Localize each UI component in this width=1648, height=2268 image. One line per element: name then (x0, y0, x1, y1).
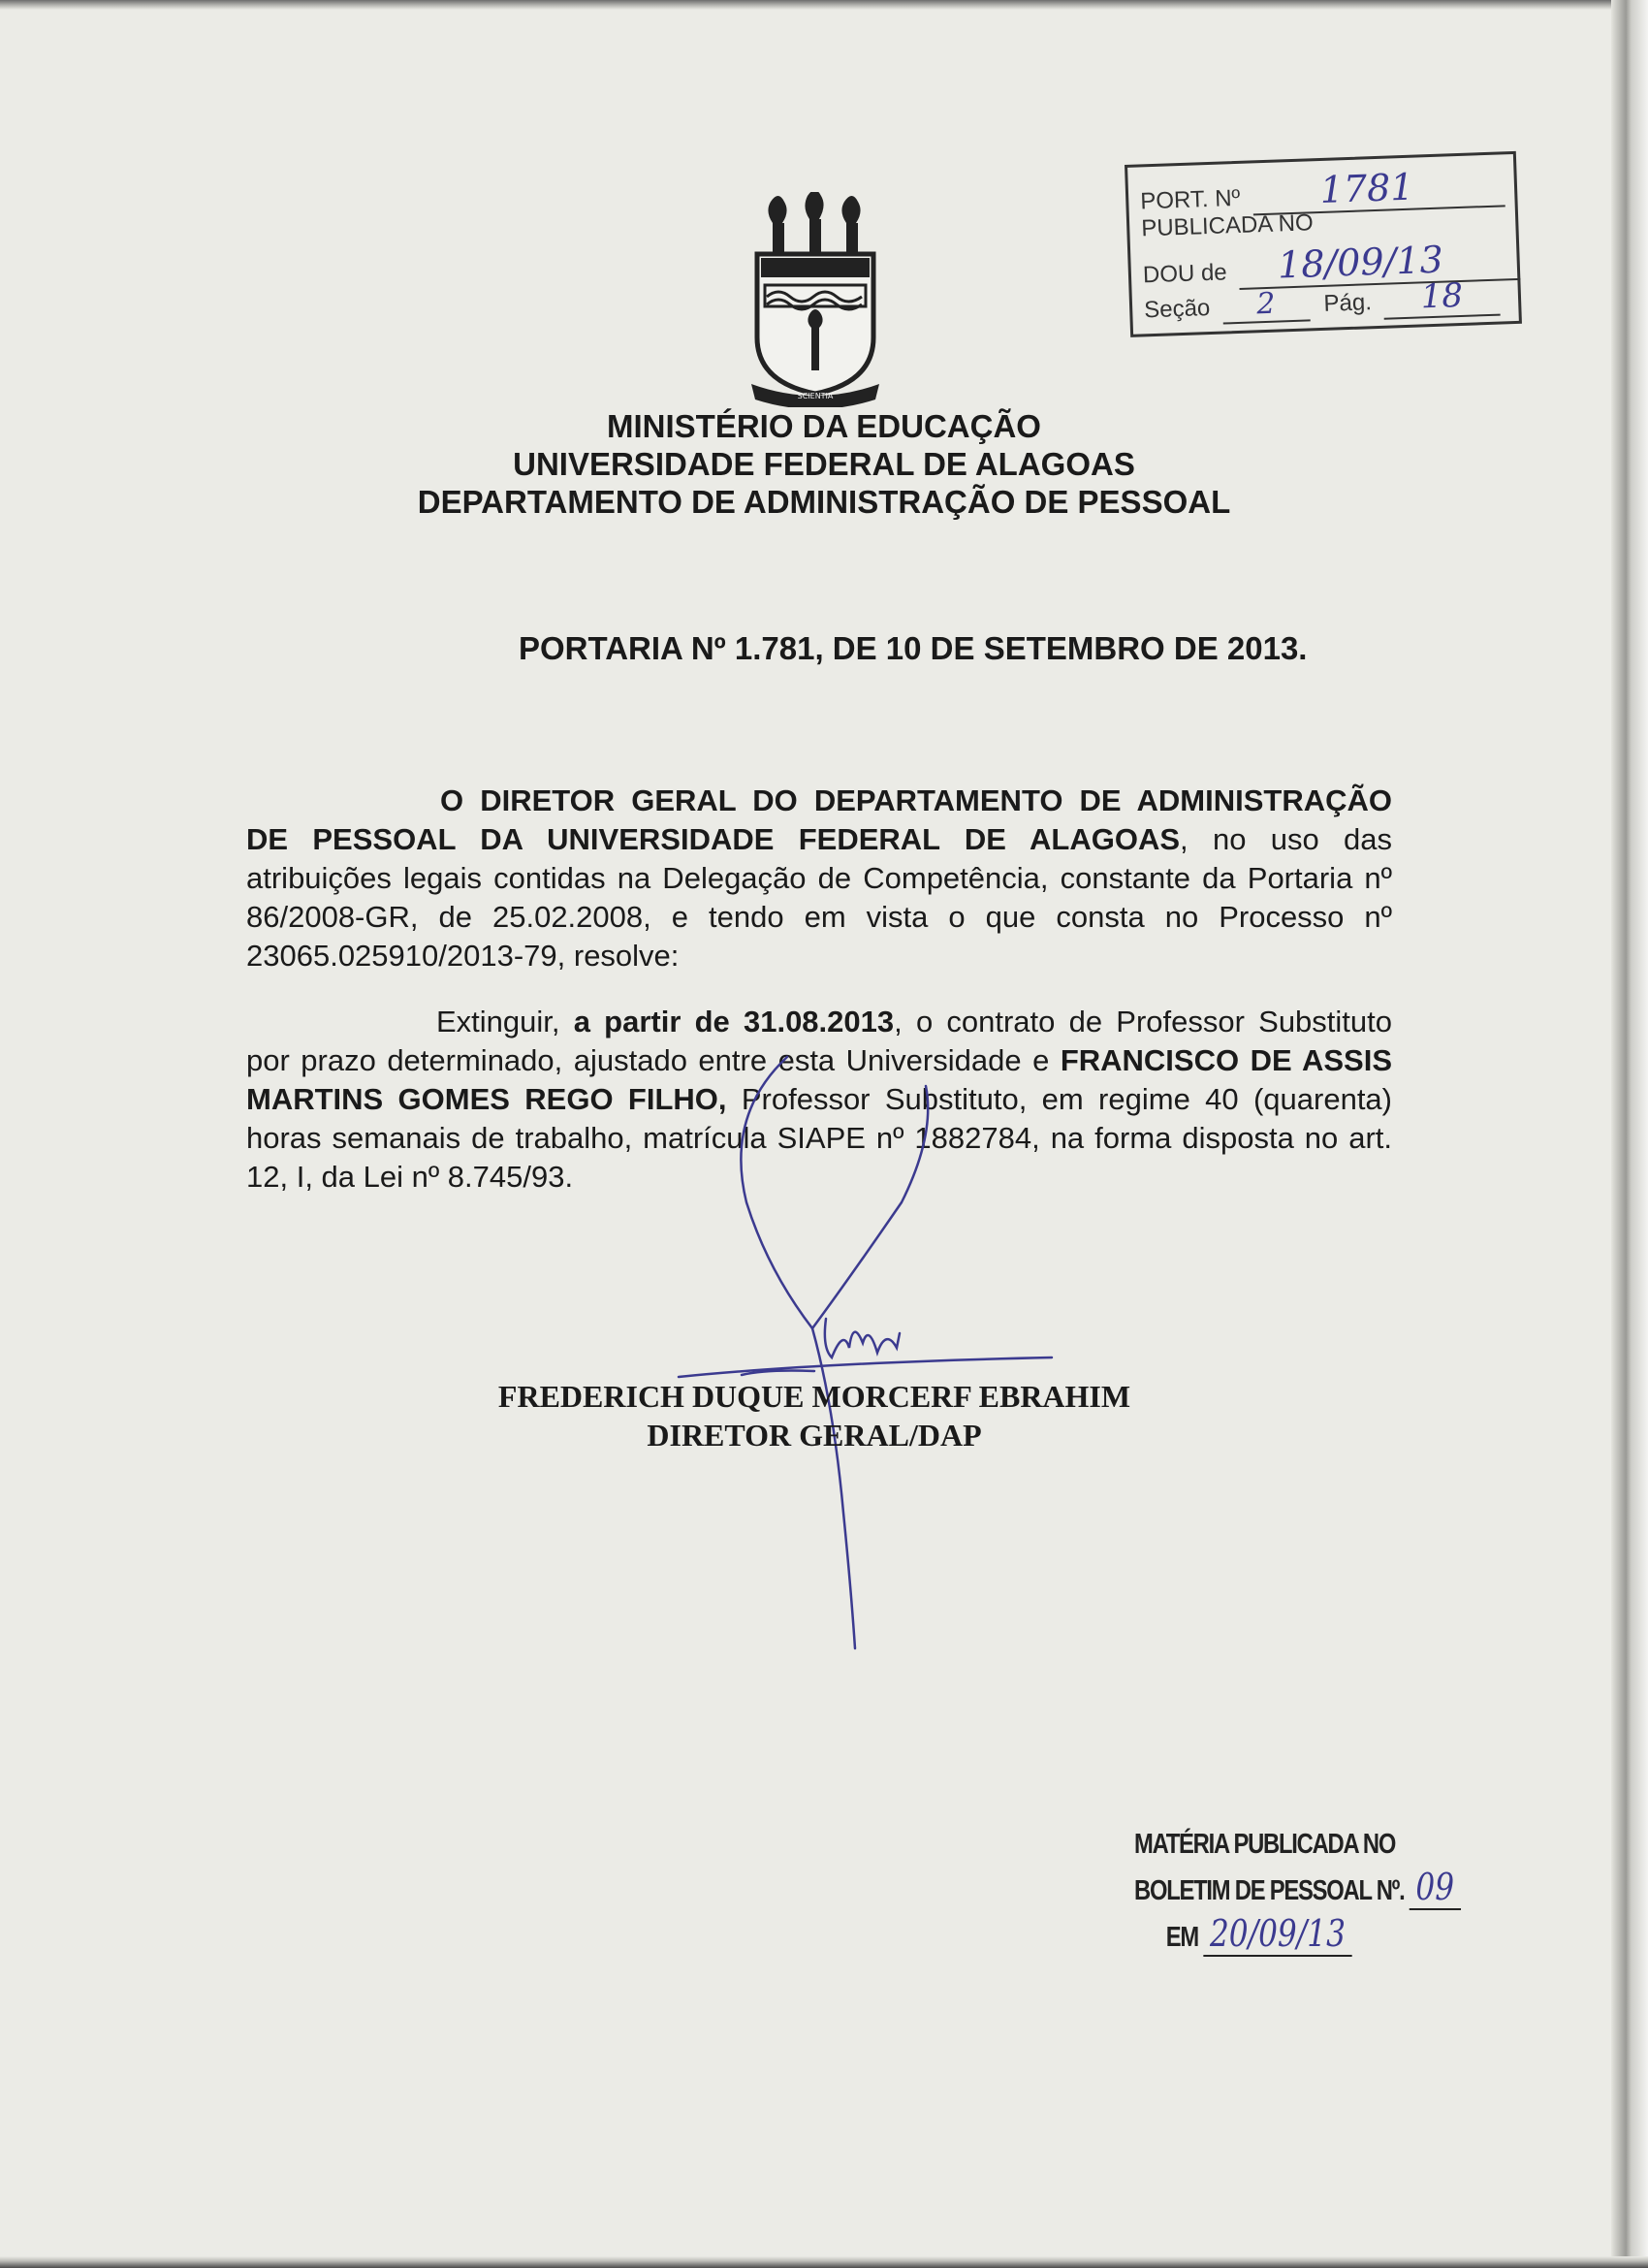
preamble-authority: O DIRETOR GERAL DO DEPARTAMENTO DE ADMINISTRAÇÃO DE PESSOAL DA UNIVERSIDADE FEDERAL DE ALAGOAS (246, 783, 1392, 856)
boletim-publication-stamp (1134, 1823, 1455, 1959)
preamble-text: , no uso das atribuições legais contidas na Delegação de Competência, constante da Portaria nº 86/2008-GR, de 25.02.2008, e tendo em vista o que consta no Processo nº 23065.025910/2013-79, resolve: (246, 822, 1392, 973)
boletim-line1: MATÉRIA PUBLICADA NO (1134, 1829, 1396, 1860)
boletim-line2: BOLETIM DE PESSOAL Nº. (1134, 1875, 1405, 1906)
scan-edge-top (0, 0, 1648, 10)
header-ministry: MINISTÉRIO DA EDUCAÇÃO (607, 408, 1041, 444)
scan-edge-right (1611, 0, 1648, 2268)
stamp-page-value: 18 (1420, 275, 1464, 317)
stamp-section-value: 2 (1255, 286, 1276, 322)
university-crest-icon (751, 192, 879, 407)
signer-name: FREDERICH DUQUE MORCERF EBRAHIM (497, 1379, 1131, 1414)
stamp-page-label: Pág. (1323, 289, 1373, 317)
resolution-text-2: , o contrato de Professor Substituto por prazo determinado, ajustado entre esta Universidade e (246, 1005, 1393, 1077)
boletim-line3: EM (1165, 1922, 1199, 1953)
paragraph-preamble (246, 782, 1392, 975)
resolution-date: a partir de 31.08.2013 (573, 1005, 895, 1038)
header-university: UNIVERSIDADE FEDERAL DE ALAGOAS (513, 446, 1135, 482)
stamp-published-label: PUBLICADA NO (1140, 209, 1315, 242)
header-department: DEPARTAMENTO DE ADMINISTRAÇÃO DE PESSOAL (417, 484, 1231, 520)
scan-edge-bottom (0, 2256, 1648, 2268)
stamp-port-label: PORT. Nº (1139, 184, 1241, 215)
stamp-section-label: Seção (1143, 295, 1211, 324)
signer-role: DIRETOR GERAL/DAP (647, 1418, 982, 1453)
paragraph-resolution (246, 1003, 1392, 1197)
portaria-title: PORTARIA Nº 1.781, DE 10 DE SETEMBRO DE 2013. (519, 630, 1308, 666)
stamp-port-value: 1781 (1318, 165, 1415, 211)
dou-publication-stamp (1125, 151, 1522, 337)
resolution-person: FRANCISCO DE ASSIS MARTINS GOMES REGO FILHO, (246, 1043, 1393, 1116)
boletim-number: 09 (1410, 1866, 1461, 1910)
stamp-dou-date: 18/09/13 (1277, 238, 1444, 287)
crest-motto: SCIENTIA (797, 392, 834, 400)
resolution-text-3: Professor Substituto, em regime 40 (quarenta) horas semanais de trabalho, matrícula SIAPE nº 1882784, na forma disposta no art. 12, I, da Lei nº 8.745/93. (246, 1082, 1392, 1194)
stamp-dou-label: DOU de (1142, 259, 1228, 289)
resolution-text-1: Extinguir, (436, 1005, 574, 1038)
boletim-date: 20/09/13 (1203, 1912, 1351, 1957)
